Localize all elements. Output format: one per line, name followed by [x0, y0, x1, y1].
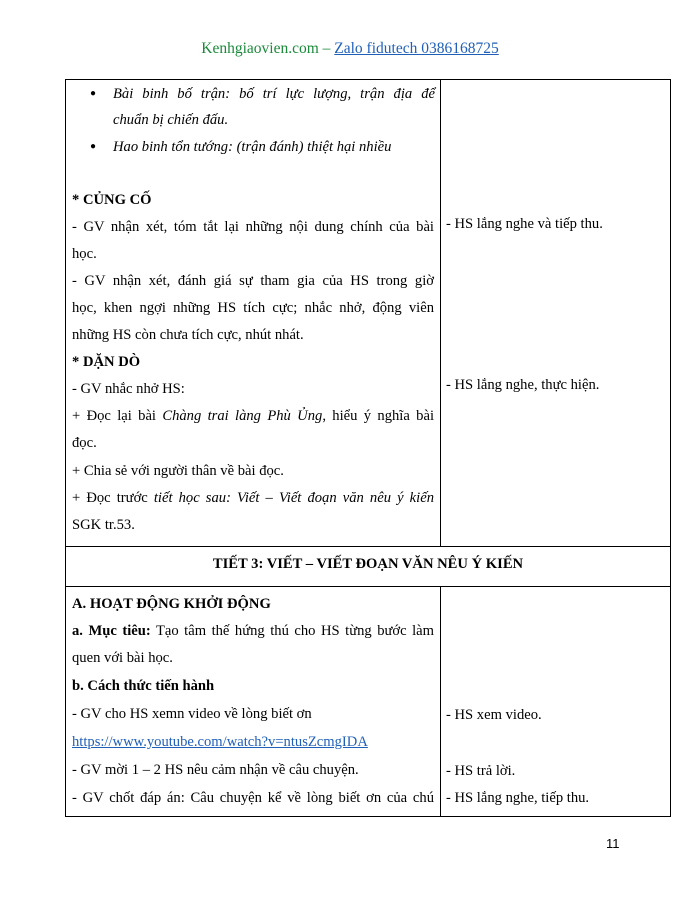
dando-heading: * DẶN DÒ — [72, 354, 141, 370]
method-heading: b. Cách thức tiến hành — [72, 678, 215, 694]
bullet-dot: ● — [90, 141, 97, 152]
table-border-left — [65, 79, 66, 817]
row3-right-response-1: - HS xem video. — [446, 707, 542, 723]
bullet2: Hao binh tổn tướng: (trận đánh) thiệt hại nhiều — [113, 139, 392, 155]
video-link[interactable]: https://www.youtube.com/watch?v=ntusZcmgIDA — [72, 734, 368, 750]
table-border-top — [65, 79, 671, 80]
dd4-line1 — [72, 489, 434, 507]
objective-label: a. Mục tiêu: — [72, 623, 151, 639]
row3-right-response-2: - HS trả lời. — [446, 763, 516, 779]
dd4-italic: tiết học sau: Viết – Viết đoạn văn nêu ý kiến — [153, 490, 434, 506]
dd4-pre: + Đọc trước — [72, 490, 154, 506]
cc2-line2: học, khen ngợi những HS tích cực; nhắc nhở, động viên — [72, 300, 434, 316]
objective-line2: quen với bài học. — [72, 650, 173, 666]
dd2-pre: + Đọc lại bài — [72, 408, 163, 424]
activity-heading: A. HOẠT ĐỘNG KHỞI ĐỘNG — [72, 596, 271, 612]
objective-line1 — [72, 622, 434, 640]
cc2-line3: những HS còn chưa tích cực, nhút nhát. — [72, 327, 304, 343]
row1-right-response-2: - HS lắng nghe, thực hiện. — [446, 377, 600, 393]
method-step-3: - GV chốt đáp án: Câu chuyện kể về lòng biết ơn của chú — [72, 790, 434, 806]
page-number: 11 — [606, 836, 620, 851]
method-step-1: - GV cho HS xemn video về lòng biết ơn — [72, 706, 312, 722]
row1-right-response-1: - HS lắng nghe và tiếp thu. — [446, 216, 603, 232]
cungco-heading: * CỦNG CỐ — [72, 192, 152, 208]
section-title: TIẾT 3: VIẾT – VIẾT ĐOẠN VĂN NÊU Ý KIẾN — [212, 556, 524, 572]
cc2-line1: - GV nhận xét, đánh giá sự tham gia của HS trong giờ — [72, 273, 434, 289]
column-divider-1 — [440, 79, 441, 547]
dd4-line2: SGK tr.53. — [72, 517, 135, 533]
cc1-line1: - GV nhận xét, tóm tắt lại những nội dung chính của bài — [72, 219, 434, 235]
dd3: + Chia sẻ với người thân về bài đọc. — [72, 463, 284, 479]
dd2-title: Chàng trai làng Phù Ủng — [162, 408, 323, 424]
row-divider-1 — [65, 546, 671, 547]
header-site: Kenhgiaovien.com — [201, 40, 319, 57]
column-divider-2 — [440, 586, 441, 817]
table-border-right — [670, 79, 671, 817]
dd2-line2: đọc. — [72, 435, 97, 451]
dd1: - GV nhắc nhở HS: — [72, 381, 185, 397]
bullet1-line2: chuẩn bị chiến đấu. — [113, 112, 229, 128]
table-border-bottom — [65, 816, 671, 817]
page-header — [0, 40, 700, 58]
dd2-line1 — [72, 407, 434, 425]
bullet-dot: ● — [90, 88, 97, 99]
dd2-post: , hiểu ý nghĩa bài — [322, 408, 435, 424]
header-separator: – — [318, 40, 335, 57]
row-divider-2 — [65, 586, 671, 587]
cc1-line2: học. — [72, 246, 97, 262]
row3-right-response-3: - HS lắng nghe, tiếp thu. — [446, 790, 590, 806]
method-step-2: - GV mời 1 – 2 HS nêu cảm nhận về câu chuyện. — [72, 762, 359, 778]
bullet1-line1: Bài binh bố trận: bố trí lực lượng, trận địa để — [113, 86, 435, 102]
objective-text: Tạo tâm thế hứng thú cho HS từng bước làm — [150, 623, 435, 639]
header-zalo-link[interactable]: Zalo fidutech 0386168725 — [334, 40, 499, 57]
